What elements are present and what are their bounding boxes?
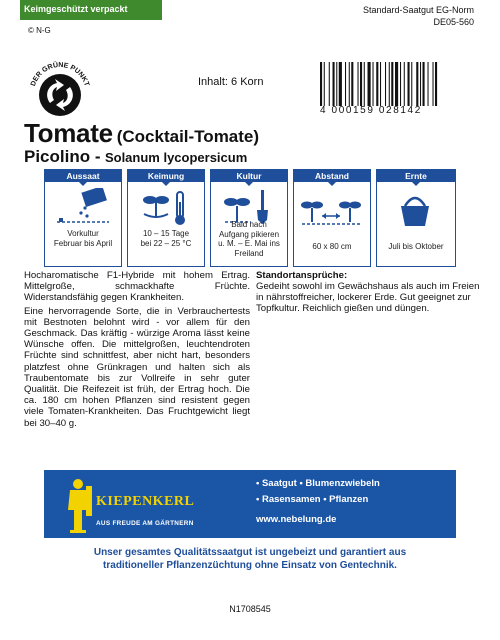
barcode-bar [324,62,325,106]
column-text [128,229,204,248]
content-label: Inhalt: 6 Korn [198,76,264,88]
column-line: Freiland [234,248,264,258]
barcode-bar [404,62,405,106]
barcode-bar [420,62,421,106]
column-line: u. M. – E. Mai ins [218,239,280,248]
column-line: Juli bis Oktober [388,242,444,251]
variety-line [24,147,247,167]
barcode [318,62,476,106]
barcode-bar [351,62,353,106]
barcode-bar [329,62,330,106]
quality-line: traditioneller Pflanzenzüchtung ohne Einsatz von Gentechnik. [103,560,397,571]
standard-info [363,4,474,28]
spacing-icon [300,188,364,228]
harvest-basket-icon [383,188,447,228]
column-text [211,220,287,258]
barcode-bar [364,62,365,106]
barcode-bar [416,62,418,106]
sowing-icon [51,188,115,228]
green-dot-text: DER GRÜNE PUNKT [29,61,91,88]
location-text: Gedeiht sowohl im Gewächshaus als auch im Freien in nährstoffreicher, lockerer Erde. Gut geeignet zur Topfkultur. Reichlich gießen und düngen. [256,281,480,315]
standard-label: Standard-Saatgut EG-Norm [362,5,474,15]
culture-columns [44,169,456,267]
variety-name: Picolino - [24,147,101,166]
seal-label: Keimgeschützt verpackt [24,4,128,14]
description [24,270,250,431]
barcode-bar [345,62,346,106]
barcode-bar [423,62,425,106]
column-head: Aussaat [45,170,121,182]
product-title [24,118,259,149]
column-text [294,242,370,252]
barcode-bar [380,62,381,106]
column-aussaat [44,169,122,267]
quality-line: Unser gesamtes Qualitätssaatgut ist ungebeizt und garantiert aus [93,547,407,558]
column-ernte [376,169,456,267]
barcode-bar [358,62,359,106]
brand-products-line1: • Saatgut • Blumenzwiebeln [256,478,380,489]
column-head: Ernte [377,170,455,182]
column-head: Abstand [294,170,370,182]
barcode-bar [336,62,337,106]
column-text [377,242,455,252]
barcode-bar [320,62,322,106]
barcode-bar [435,62,437,106]
product-name: Tomate [24,118,113,148]
column-head: Keimung [128,170,204,182]
column-line: Bald nach [231,220,267,229]
quality-statement [44,546,456,572]
column-line: Aufgang pikieren [218,229,280,239]
brand-name: KIEPENKERL [96,494,195,509]
barcode-bar [349,62,350,106]
column-line: Vorkultur [67,229,99,238]
latin-name: Solanum lycopersicum [104,150,248,165]
barcode-number: 4 000159 028142 [320,105,422,116]
barcode-bar [400,62,401,106]
article-code: N1708545 [229,604,271,614]
column-kultur [210,169,288,267]
product-type: (Cocktail-Tomate) [116,127,260,146]
barcode-bar [376,62,378,106]
barcode-bar [408,62,410,106]
green-dot-logo-icon [24,55,96,127]
barcode-bar [389,62,390,106]
barcode-bar [395,62,398,106]
description-intro: Hocharomatische F1-Hybride mit hohem Ertrag. Mittelgroße, schmackhafte Früchte. Widerstandsfähig gegen Krankheiten. [24,270,250,304]
column-abstand [293,169,371,267]
barcode-bar [411,62,412,106]
brand-slogan: AUS FREUDE AM GÄRTNERN [96,520,194,527]
column-line: bei 22 – 25 °C [140,238,192,248]
column-line: Februar bis April [53,238,113,248]
column-text [45,229,121,248]
column-line: 60 x 80 cm [312,242,352,251]
column-line: 10 – 15 Tage [142,229,190,238]
barcode-bar [368,62,371,106]
barcode-bar [333,62,335,106]
barcode-bar [339,62,342,106]
copyright: © N-G [28,26,51,35]
brand-products-line2: • Rasensamen • Pflanzen [256,494,369,505]
location-heading: Standortansprüche: [256,270,348,281]
barcode-bar [373,62,374,106]
column-keimung [127,169,205,267]
barcode-bar [360,62,362,106]
description-body: Eine hervorragende Sorte, die in Verbrauchertests mit Bestnoten belohnt wird - vor allem für den Geschmack. Das kräftig - würzige Aroma lässt keine Wünsche offen. Die mittelgroßen, leuchtendroten Früchte sind schnittfest, aber nicht hart, besonders platzfest ohne Grünkragen und halten sich als Traubentomate bis zur Vollreife in sehr guter Qualität. Die Reifezeit ist früh, der Ertrag hoch. Die ca. 180 cm hohen Pflanzen sind resistent gegen viele Tomaten-Krankheiten. Das Fruchtgewicht liegt bei 30–40 g. [24,305,250,429]
barcode-bar [391,62,393,106]
barcode-bar [385,62,386,106]
barcode-bar [428,62,429,106]
germination-thermometer-icon [134,188,198,228]
column-head: Kultur [211,170,287,182]
brand-url: www.nebelung.de [256,514,337,525]
barcode-bar [433,62,434,106]
lot-number: DE05-560 [433,17,474,27]
